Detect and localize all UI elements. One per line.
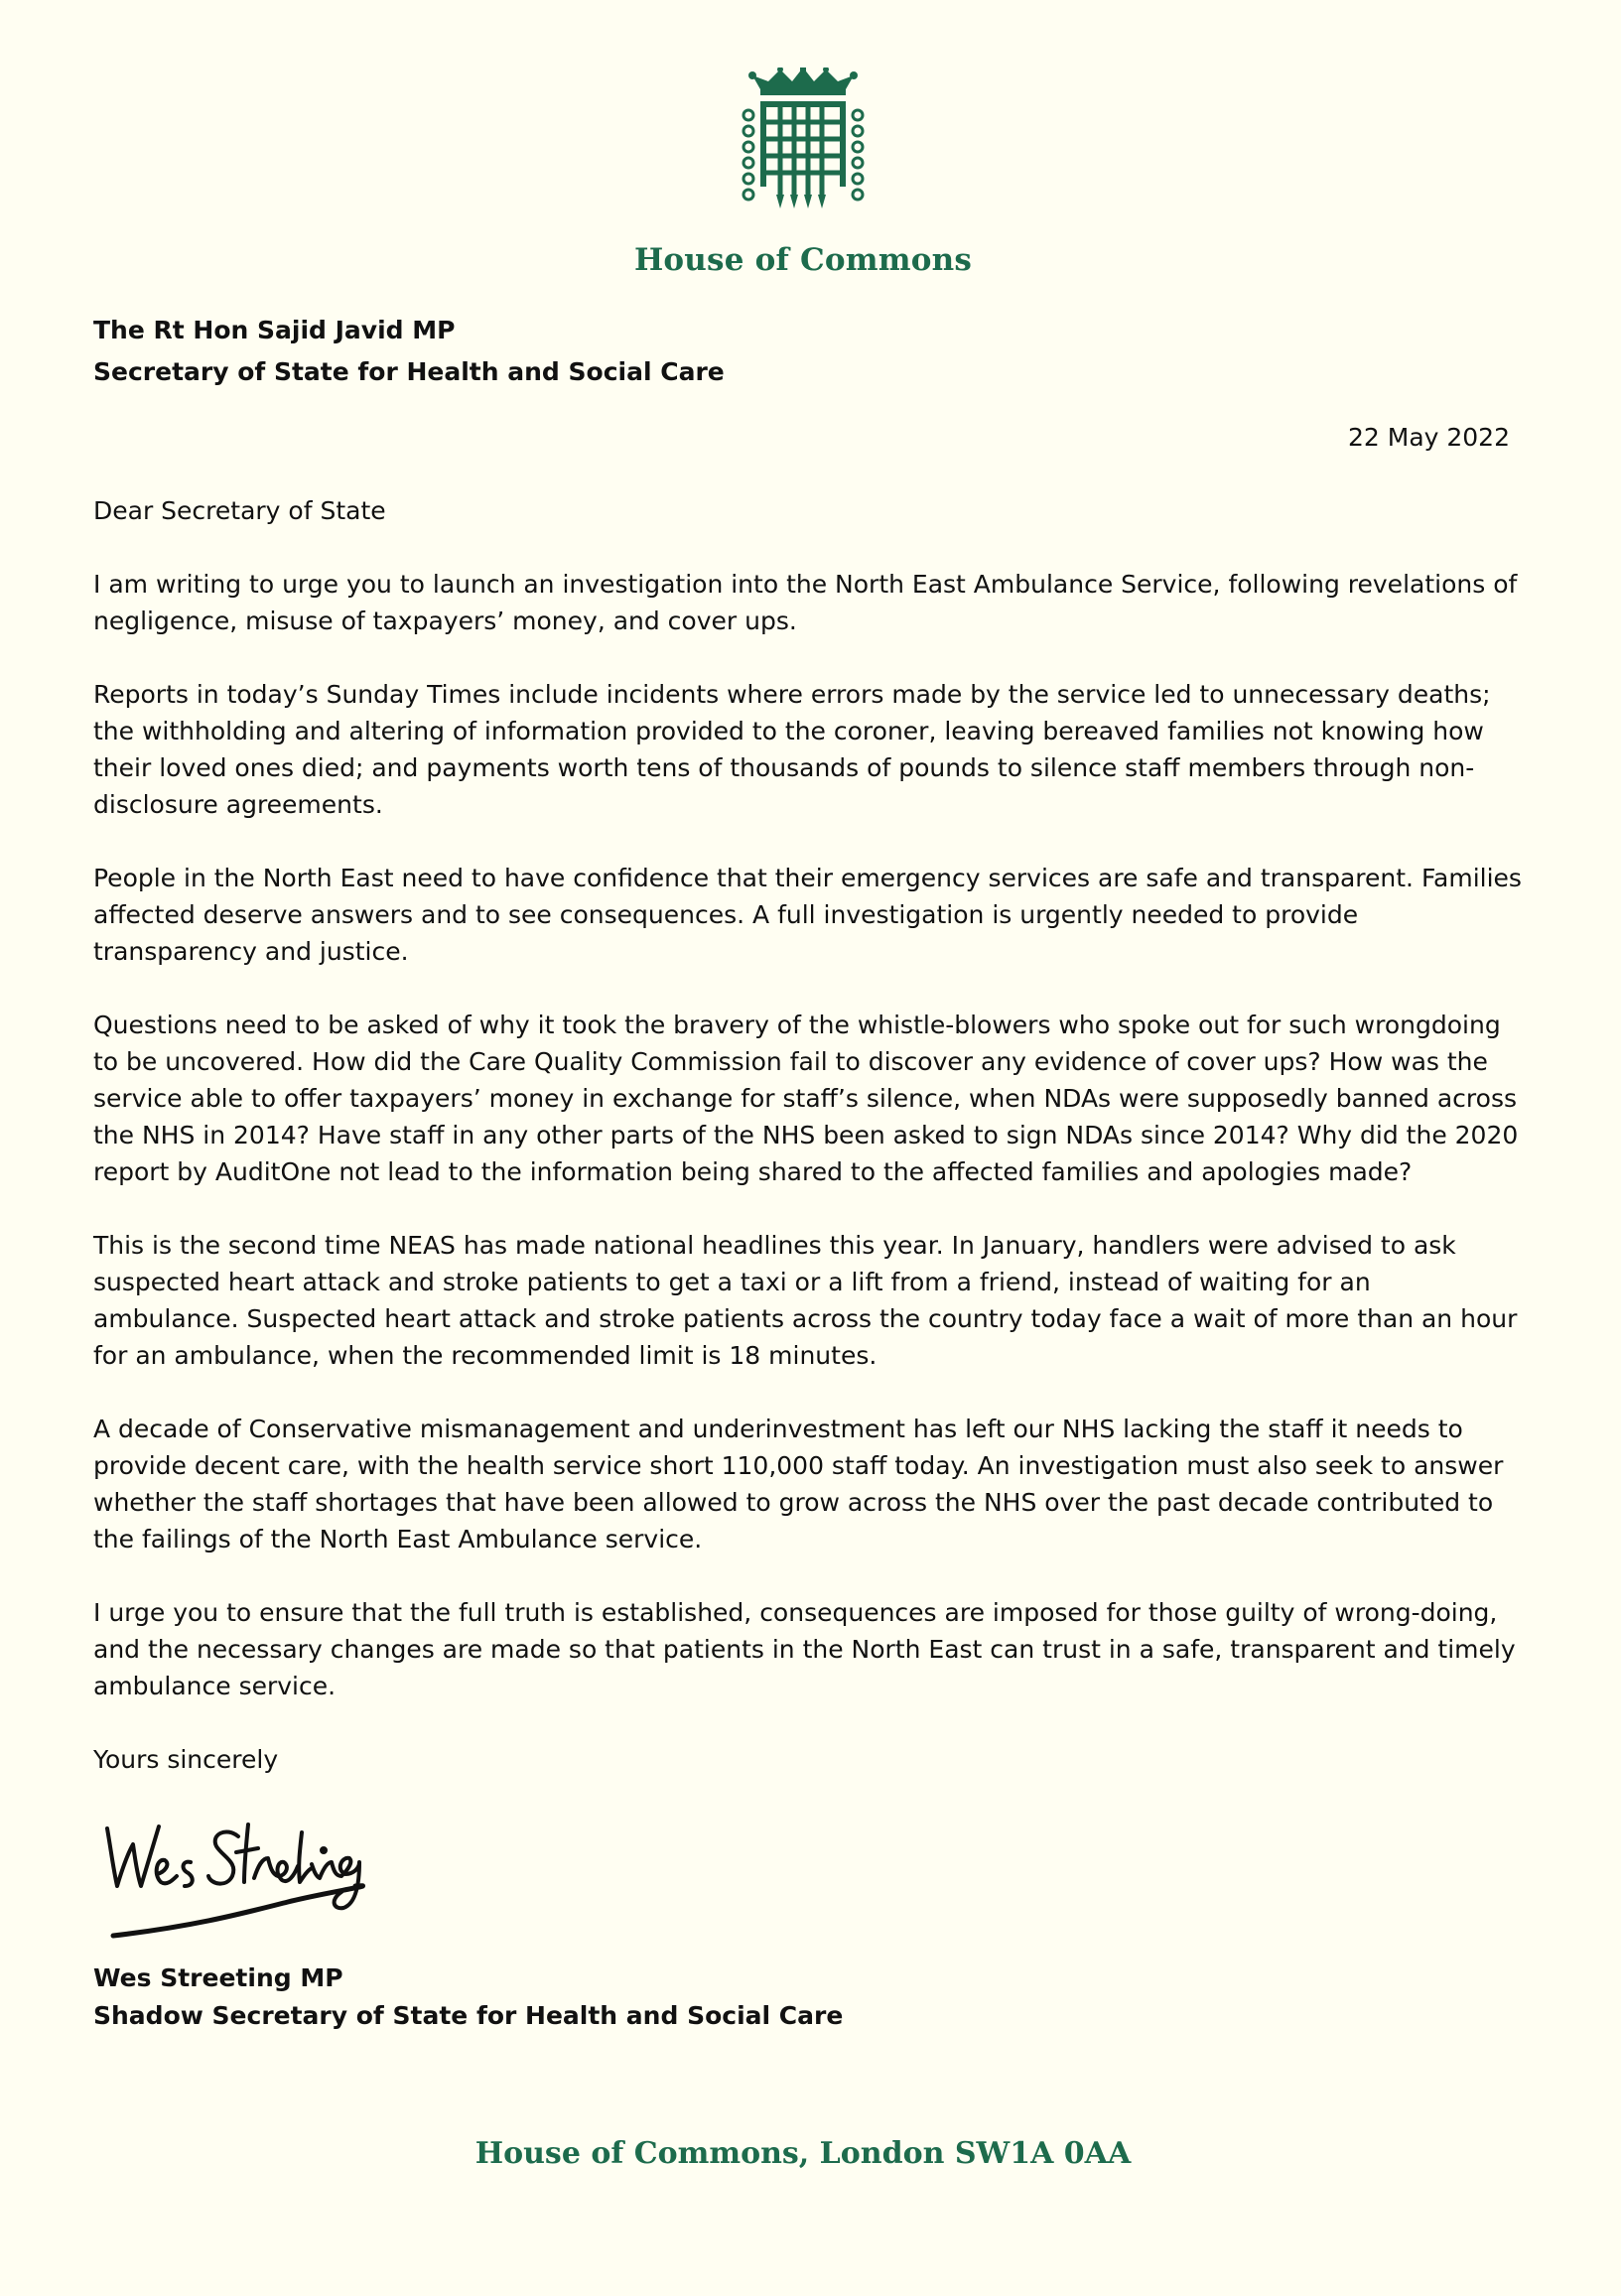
body-paragraph: People in the North East need to have confidence that their emergency services are safe and transparent. Families affected deserve answers and to see consequences. A full investigation is urgently needed to provide transparency and justice.	[93, 864, 1522, 966]
body-paragraph: I am writing to urge you to launch an investigation into the North East Ambulance Service, following revelations of negligence, misuse of taxpayers’ money, and cover ups.	[93, 570, 1518, 635]
body-paragraph: A decade of Conservative mismanagement and underinvestment has left our NHS lacking the staff it needs to provide decent care, with the health service short 110,000 staff today. An investigation must also seek to answer whether the staff shortages that have been allowed to grow across the NHS over the past decade contributed to the failings of the North East Ambulance service.	[93, 1415, 1504, 1553]
signatory-role: Shadow Secretary of State for Health and Social Care	[93, 2001, 844, 2030]
signatory-block	[93, 1959, 843, 2035]
handwritten-signature-icon	[99, 1797, 397, 1946]
letter-date: 22 May 2022	[1347, 423, 1510, 452]
letterhead-title: House of Commons	[633, 242, 973, 278]
signatory-name: Wes Streeting MP	[93, 1963, 343, 1992]
body-paragraph: This is the second time NEAS has made national headlines this year. In January, handlers were advised to ask suspected heart attack and stroke patients to get a taxi or a lift from a friend, instead of waiting for an ambulance. Suspected heart attack and stroke patients across the country today face a wait of more than an hour for an ambulance, when the recommended limit is 18 minutes.	[93, 1231, 1518, 1370]
body-paragraph: I urge you to ensure that the full truth is established, consequences are imposed for those guilty of wrong-doing, and the necessary changes are made so that patients in the North East can trust in a safe, transparent and timely ambulance service.	[93, 1598, 1516, 1700]
body-paragraph: Questions need to be asked of why it took the bravery of the whistle-blowers who spoke out for such wrongdoing to be uncovered. How did the Care Quality Commission fail to discover any evidence of cover ups? How was the service able to offer taxpayers’ money in exchange for staff’s silence, when NDAs were supposedly banned across the NHS in 2014? Have staff in any other parts of the NHS been asked to sign NDAs since 2014? Why did the 2020 report by AuditOne not lead to the information being shared to the affected families and apologies made?	[93, 1011, 1519, 1186]
signoff: Yours sincerely	[93, 1745, 279, 1774]
salutation: Dear Secretary of State	[93, 496, 386, 525]
letter-body	[93, 492, 1523, 1778]
portcullis-crest-icon	[739, 68, 868, 216]
recipient-block	[93, 310, 725, 393]
recipient-role: Secretary of State for Health and Social Care	[93, 357, 725, 386]
footer-address: House of Commons, London SW1A 0AA	[474, 2136, 1132, 2171]
body-paragraph: Reports in today’s Sunday Times include incidents where errors made by the service led to unnecessary deaths; the withholding and altering of information provided to the coroner, leaving bereaved families not knowing how their loved ones died; and payments worth tens of thousands of pounds to silence staff members through non-disclosure agreements.	[93, 680, 1491, 819]
recipient-name: The Rt Hon Sajid Javid MP	[93, 316, 456, 344]
